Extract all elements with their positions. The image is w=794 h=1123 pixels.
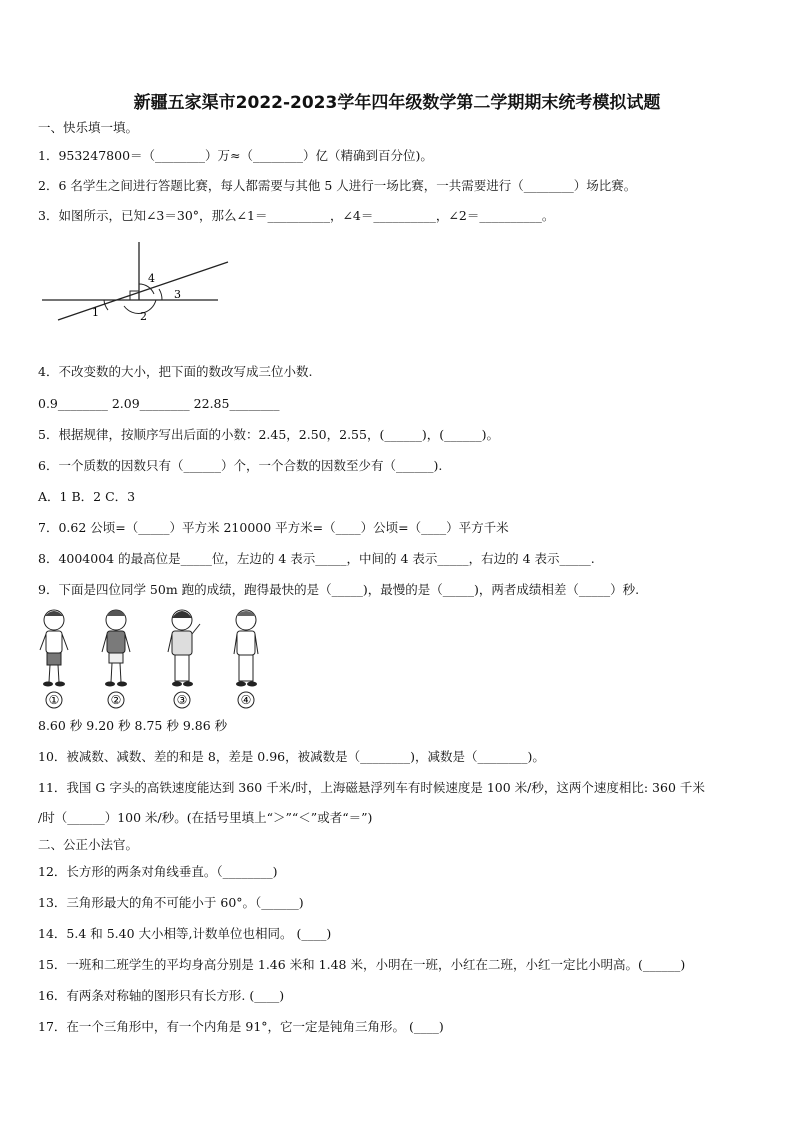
section-heading-1: 一、快乐填一填。 <box>38 120 139 135</box>
angle-4-arc <box>139 284 154 294</box>
question-6-options: A．1 B．2 C．3 <box>38 489 136 504</box>
question-7: 7．0.62 公顷=（_____）平方米 210000 平方米=（____）公顷=（____）平方千米 <box>38 520 509 535</box>
angle-label-2: 2 <box>140 310 147 323</box>
question-9-times: 8.60 秒 9.20 秒 8.75 秒 9.86 秒 <box>38 718 228 733</box>
question-17: 17．在一个三角形中，有一个内角是 91°，它一定是钝角三角形。 (____) <box>38 1019 444 1034</box>
question-12: 12．长方形的两条对角线垂直。（________) <box>38 864 278 879</box>
angle-label-1: 1 <box>92 306 99 319</box>
question-4: 4．不改变数的大小，把下面的数改写成三位小数. <box>38 364 313 379</box>
question-15: 15．一班和二班学生的平均身高分别是 1.46 米和 1.48 米，小明在一班，小红在二班，小红一定比小明高。(______) <box>38 957 686 972</box>
runners-figure <box>34 606 274 712</box>
question-3: 3．如图所示，已知∠3＝30°，那么∠1＝__________，∠4＝__________，∠2＝__________。 <box>38 208 555 223</box>
section-heading-2: 二、公正小法官。 <box>38 837 139 852</box>
angle-figure <box>38 236 238 326</box>
question-16: 16．有两条对称轴的图形只有长方形. (____) <box>38 988 285 1003</box>
question-1: 1．953247800＝（________）万≈（________）亿（精确到百分位)。 <box>38 148 433 163</box>
page-title: 新疆五家渠市2022-2023学年四年级数学第二学期期末统考模拟试题 <box>133 93 661 113</box>
angle-label-3: 3 <box>174 288 181 301</box>
question-11-line-2: /时（______）100 米/秒。(在括号里填上“＞”“＜”或者“＝”) <box>38 810 373 825</box>
question-6: 6．一个质数的因数只有（______）个，一个合数的因数至少有（______). <box>38 458 443 473</box>
question-14: 14．5.4 和 5.40 大小相等,计数单位也相同。 (____) <box>38 926 332 941</box>
runner-label-1: ① <box>48 693 60 707</box>
runner-label-2: ② <box>110 693 122 707</box>
angle-label-4: 4 <box>148 272 155 285</box>
runner-1 <box>40 610 68 708</box>
question-13: 13．三角形最大的角不可能小于 60°。（______) <box>38 895 304 910</box>
question-11-line-1: 11．我国 G 字头的高铁速度能达到 360 千米/时，上海磁悬浮列车有时候速度是 100 米/秒，这两个速度相比: 360 千米 <box>38 780 705 795</box>
runner-label-4: ④ <box>240 693 252 707</box>
runner-4 <box>234 610 258 708</box>
runner-2 <box>102 610 130 708</box>
question-10: 10．被减数、减数、差的和是 8，差是 0.96，被减数是（________)，减数是（________)。 <box>38 749 545 764</box>
question-9: 9．下面是四位同学 50m 跑的成绩，跑得最快的是（_____)，最慢的是（_____)，两者成绩相差（_____）秒. <box>38 582 640 597</box>
angle-1-arc <box>104 300 108 310</box>
question-8: 8．4004004 的最高位是_____位，左边的 4 表示_____，中间的 4 表示_____，右边的 4 表示_____. <box>38 551 595 566</box>
question-2: 2．6 名学生之间进行答题比赛，每人都需要与其他 5 人进行一场比赛，一共需要进行（________）场比赛。 <box>38 178 637 193</box>
runner-3 <box>168 610 200 708</box>
question-5: 5．根据规律，按顺序写出后面的小数：2.45，2.50，2.55，(______)，(______)。 <box>38 427 499 442</box>
runner-label-3: ③ <box>176 693 188 707</box>
angle-3-arc <box>159 289 162 300</box>
question-4-answers: 0.9________ 2.09________ 22.85________ <box>38 396 280 411</box>
